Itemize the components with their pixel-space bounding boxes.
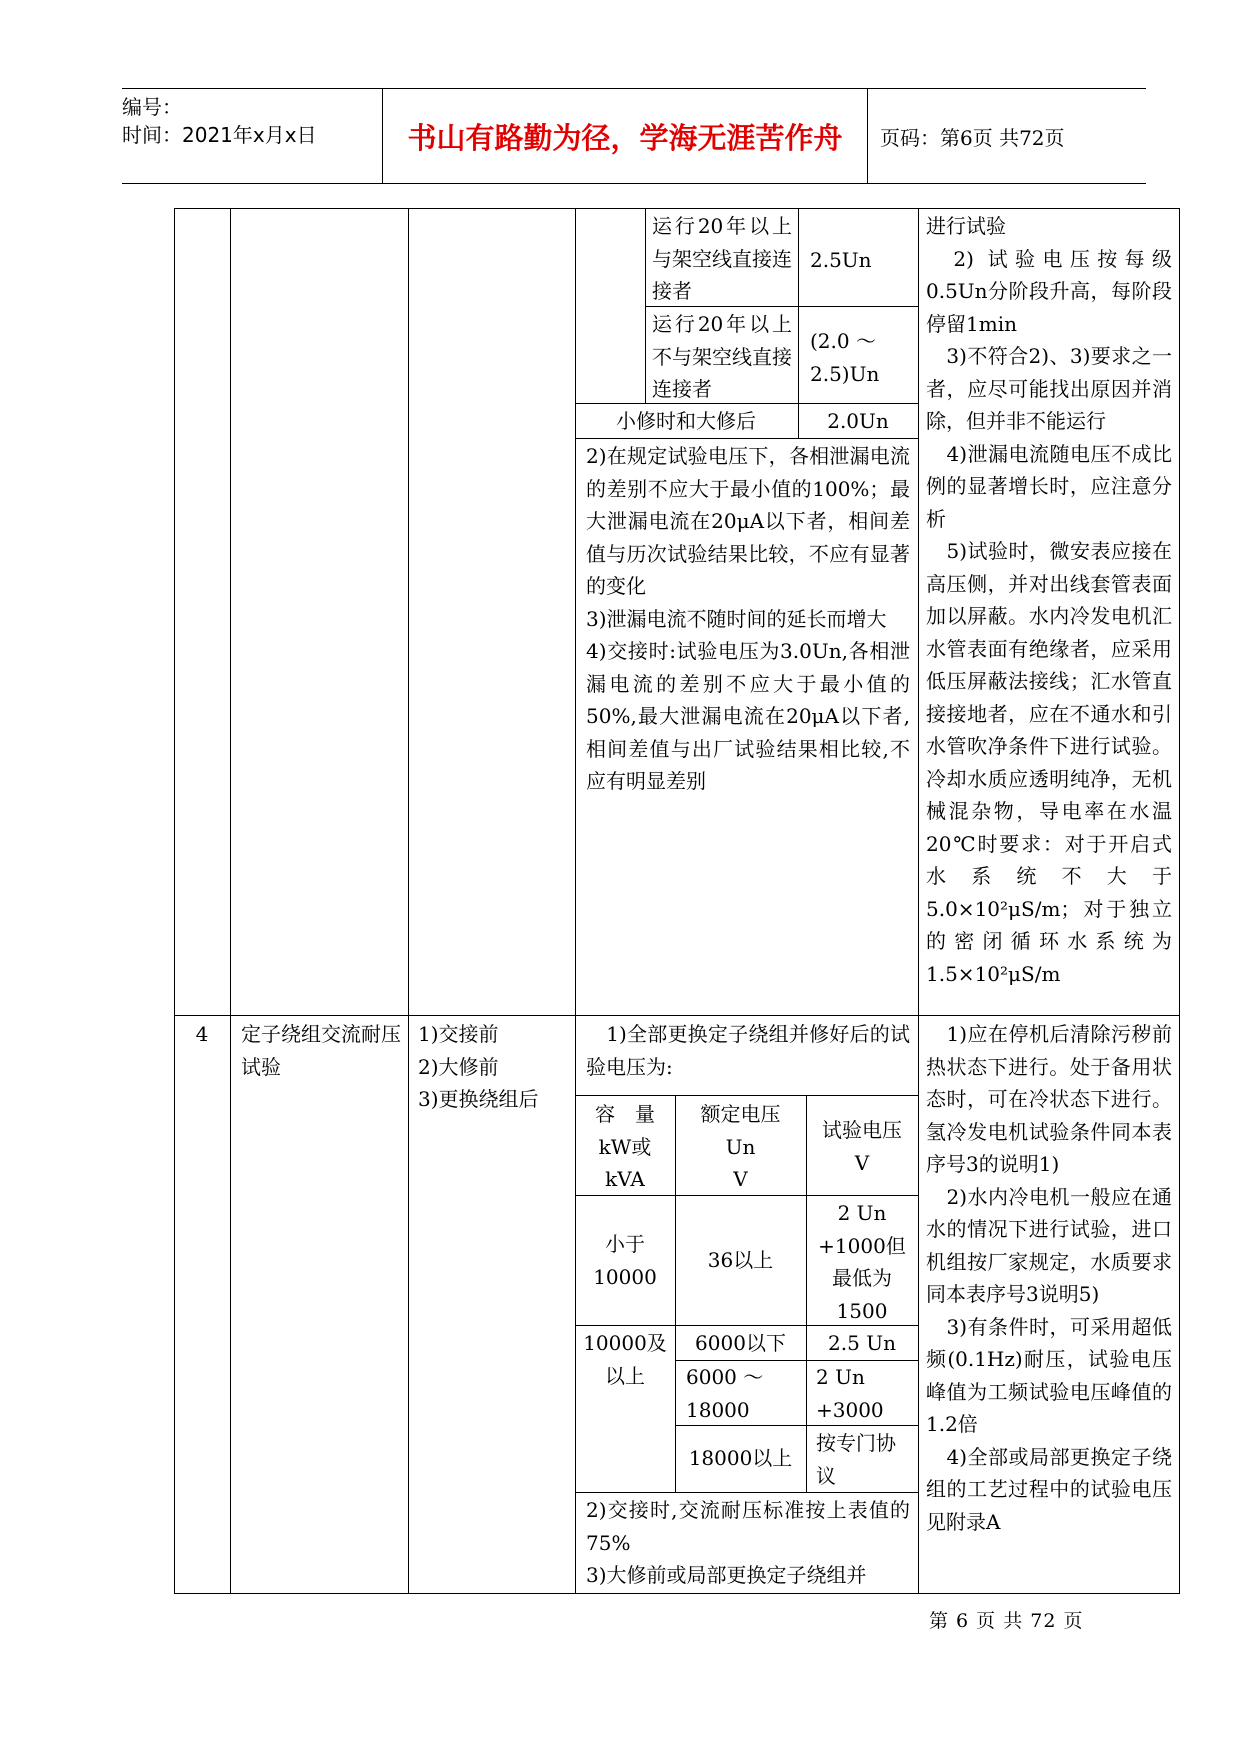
page-label: 页码：第6页 共72页 [880,125,1065,150]
val-row3: 2.0Un [827,409,889,433]
row4-std-intro: 1)全部更换定子绕组并修好后的试验电压为: [586,1022,910,1079]
cond-row3: 小修时和大修后 [616,409,756,433]
tbl-head-rated: 额定电压 Un V [700,1102,781,1191]
standard-text: 2)在规定试验电压下，各相泄漏电流的差别不应大于最小值的100%；最大泄漏电流在20μA以下者，相间差值与历次试验结果比较，不应有显著的变化 3)泄漏电流不随时间的延长而增大 4)交接时:试验电压为3.0Un,各相泄漏电流的差别不应大于最小值的50%,最大泄漏电流在20μA以下者,相间差值与出厂试验结果相比较,不应有明显差别 [586,444,910,793]
row4-notes: 1)应在停机后清除污秽前热状态下进行。处于备用状态时，可在冷状态下进行。氢冷发电机试验条件同本表序号3的说明1) 2)水内冷电机一般应在通水的情况下进行试验，进口机组按厂家规定，水质要求同本表序号3说明5) 3)有条件时，可采用超低频(0.1Hz)耐压，试验电压峰值为工频试验电压峰值的1.2倍 4)全部或局部更换定子绕组的工艺过程中的试验电压见附录A [926,1022,1172,1534]
tbl-head-test: 试验电压 V [822,1118,902,1175]
r2-capacity: 10000及 以上 [583,1331,667,1388]
row4-item: 定子绕组交流耐压试验 [241,1022,401,1079]
row4-seq: 4 [195,1022,209,1046]
val-row2: (2.0 ～ 2.5)Un [810,329,880,386]
r2b-test: 2 Un +3000 [816,1365,884,1422]
cond-row1: 运行20年以上与架空线直接连接者 [652,214,792,303]
page-footer: 第 6 页 共 72 页 [929,1610,1084,1632]
header-left [122,89,383,183]
r2c-test: 按专门协 议 [816,1431,896,1488]
row4-std-more: 2)交接时,交流耐压标准按上表值的75% 3)大修前或局部更换定子绕组并 [586,1498,910,1587]
date-label: 时间：2021年x月x日 [122,123,317,147]
motto: 书山有路勤为径，学海无涯苦作舟 [383,89,868,183]
r1-test: 2 Un +1000但 最低为 1500 [818,1201,906,1323]
row4-period: 1)交接前 2)大修前 3)更换绕组后 [418,1022,539,1111]
page-header [122,88,1146,184]
r1-capacity: 小于 10000 [593,1232,657,1289]
r2c-rated: 18000以上 [688,1446,793,1470]
cond-row2: 运行20年以上不与架空线直接连接者 [652,312,792,401]
tbl-head-capacity: 容 量 kW或 kVA [595,1102,655,1191]
number-label: 编号： [122,95,182,119]
notes-top: 进行试验 2) 试验电压按每级0.5Un分阶段升高，每阶段停留1min 3)不符合2)、3)要求之一者，应尽可能找出原因并消除，但并非不能运行 4)泄漏电流随电压不成比例的显著增长时，应注意分析 5)试验时，微安表应接在高压侧，并对出线套管表面加以屏蔽。水内冷发电机汇水管表面有绝缘者，应采用低压屏蔽法接线；汇水管直接接地者，应在不通水和引水管吹净条件下进行试验。冷却水质应透明纯净，无机械混杂物，导电率在水温20℃时要求：对于开启式水系统不大于5.0×10²μS/m；对于独立的密闭循环水系统为1.5×10²μS/m [926,214,1172,986]
r2b-rated: 6000 ～ 18000 [686,1365,764,1422]
val-row1: 2.5Un [810,248,872,272]
r1-rated: 36以上 [707,1248,774,1272]
r2a-rated: 6000以下 [695,1331,786,1355]
r2a-test: 2.5 Un [828,1331,896,1355]
